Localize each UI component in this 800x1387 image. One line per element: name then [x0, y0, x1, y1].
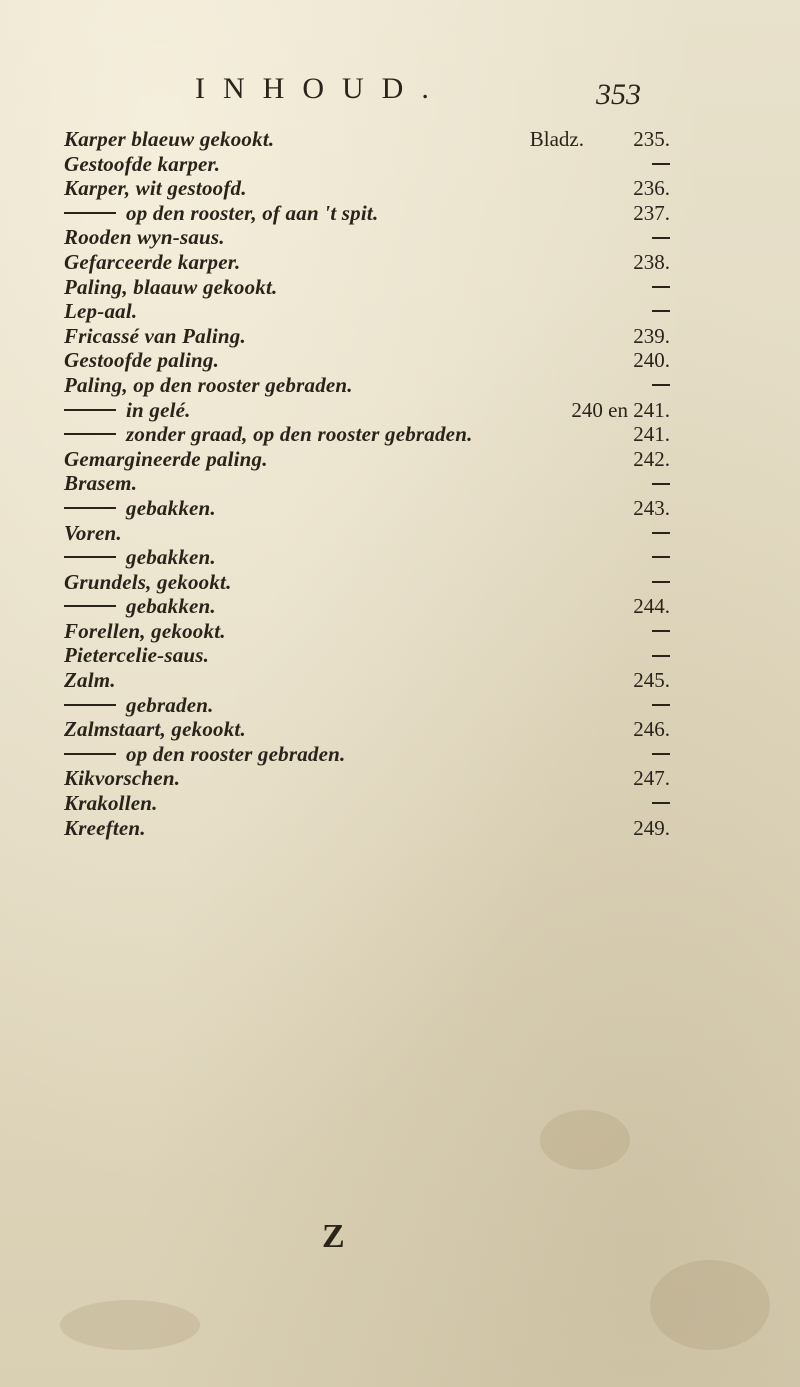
toc-page-ref: 239.: [633, 323, 670, 348]
toc-entry: [64, 570, 232, 595]
repeat-dash: [64, 409, 116, 411]
toc-page-ref: 242.: [633, 446, 670, 471]
ditto-dash: [652, 384, 670, 386]
toc-page-ref: [652, 545, 670, 570]
toc-entry-text: op den rooster gebraden.: [126, 741, 346, 766]
toc-entry-text: gebakken.: [126, 495, 216, 520]
toc-entry: [64, 447, 268, 472]
toc-entry: [64, 422, 473, 447]
toc-page-ref: [652, 570, 670, 595]
toc-row: [64, 619, 664, 644]
toc-entry-text: Pietercelie-saus.: [64, 643, 210, 668]
toc-page-ref: [652, 693, 670, 718]
toc-entry: [64, 594, 216, 619]
toc-page-ref: 244.: [633, 594, 670, 619]
ditto-dash: [652, 556, 670, 558]
toc-row: [64, 422, 670, 447]
toc-entry-text: gebakken.: [126, 594, 216, 619]
toc-entry: [64, 176, 247, 201]
toc-row: [64, 495, 670, 521]
toc-entry: [64, 791, 158, 816]
toc-row: [64, 693, 664, 718]
repeat-dash: [64, 507, 116, 509]
toc-row: [64, 643, 664, 668]
toc-entry-text: Forellen, gekookt.: [64, 618, 226, 643]
toc-page-ref: 238.: [633, 249, 670, 274]
page-number: 353: [596, 78, 641, 111]
toc-entry-text: Kreeften.: [64, 815, 146, 840]
toc-entry: [64, 643, 209, 668]
toc-row: [64, 127, 670, 152]
toc-entry-text: Kikvorschen.: [64, 766, 181, 791]
toc-row: [64, 200, 670, 226]
toc-entry: [64, 127, 274, 152]
toc-row: [64, 717, 670, 742]
toc-entry-text: gebraden.: [126, 692, 214, 717]
toc-entry: [64, 545, 216, 570]
toc-entry: [64, 275, 277, 300]
ditto-dash: [652, 163, 670, 165]
repeat-dash: [64, 212, 116, 214]
toc-entry-text: Karper blaeuw gekookt.: [64, 127, 275, 151]
ditto-dash: [652, 483, 670, 485]
toc-row: [64, 791, 664, 816]
toc-entry: [64, 742, 345, 767]
toc-page-ref: [652, 619, 670, 644]
repeat-dash: [64, 433, 116, 435]
toc-entry-text: zonder graad, op den rooster gebraden.: [126, 422, 473, 447]
toc-entry-text: Karper, wit gestoofd.: [64, 176, 247, 201]
ditto-dash: [652, 310, 670, 312]
toc-page-ref: 235.: [633, 127, 670, 151]
toc-page-ref: [652, 225, 670, 250]
toc-row: [64, 742, 664, 767]
toc-entry-text: Brasem.: [64, 471, 138, 496]
page-header: [0, 72, 800, 122]
toc-row: [64, 249, 670, 275]
toc-entry-text: gebakken.: [126, 545, 216, 570]
running-title: INHOUD.: [195, 72, 447, 105]
toc-page-ref: 246.: [633, 717, 670, 742]
ditto-dash: [652, 532, 670, 534]
toc-page-ref: [652, 299, 670, 324]
repeat-dash: [64, 704, 116, 706]
signature-mark: Z: [322, 1218, 345, 1255]
toc-entry: [64, 299, 137, 324]
toc-entry-text: Fricassé van Paling.: [64, 323, 246, 348]
toc-page-ref: [652, 791, 670, 816]
toc-page-ref: 245.: [633, 668, 670, 693]
ditto-dash: [652, 655, 670, 657]
toc-page-ref: [652, 373, 670, 398]
repeat-dash: [64, 556, 116, 558]
toc-row: [64, 323, 670, 349]
paper-stain: [60, 1300, 200, 1350]
toc-row: [64, 570, 664, 595]
table-of-contents: [64, 127, 670, 840]
toc-row: [64, 545, 664, 570]
ditto-dash: [652, 286, 670, 288]
toc-row: [64, 152, 664, 177]
toc-row: [64, 373, 664, 398]
toc-row: [64, 594, 670, 619]
ditto-dash: [652, 753, 670, 755]
repeat-dash: [64, 605, 116, 607]
toc-row: [64, 815, 670, 841]
toc-entry: [64, 201, 378, 226]
toc-entry-text: Gefarceerde karper.: [64, 249, 241, 274]
ditto-dash: [652, 704, 670, 706]
toc-entry-text: in gelé.: [126, 397, 191, 422]
toc-row: [64, 668, 670, 693]
toc-row: [64, 299, 664, 324]
toc-entry-text: Gestoofde karper.: [64, 151, 221, 176]
toc-row: [64, 275, 664, 300]
toc-page-ref: 240.: [633, 348, 670, 373]
toc-entry: [64, 348, 219, 373]
toc-entry: [64, 766, 180, 791]
toc-page-ref: 243.: [633, 495, 670, 520]
repeat-dash: [64, 753, 116, 755]
toc-page-ref: 249.: [633, 815, 670, 840]
ditto-dash: [652, 581, 670, 583]
bladz-label: Bladz.: [529, 127, 584, 151]
ditto-dash: [652, 237, 670, 239]
toc-row: [64, 521, 664, 546]
toc-entry: [64, 668, 116, 693]
toc-entry: [64, 816, 146, 841]
toc-entry: [64, 225, 225, 250]
toc-entry-text: Rooden wyn-saus.: [64, 225, 225, 250]
toc-entry: [64, 250, 240, 275]
toc-entry-text: Lep-aal.: [64, 299, 138, 324]
toc-row: [64, 176, 670, 201]
toc-entry-text: Paling, op den rooster gebraden.: [64, 372, 353, 397]
toc-row: [64, 766, 670, 791]
toc-entry-text: Gestoofde paling.: [64, 348, 220, 373]
toc-entry: [64, 398, 191, 423]
toc-row: [64, 471, 664, 496]
paper-stain: [540, 1110, 630, 1170]
toc-entry: [64, 324, 246, 349]
toc-page-ref: 236.: [633, 176, 670, 201]
toc-entry: [64, 693, 214, 718]
toc-page-ref: [652, 471, 670, 496]
toc-entry: [64, 152, 220, 177]
toc-page-ref: 241.: [633, 422, 670, 447]
toc-entry-text: Zalm.: [64, 668, 116, 693]
toc-entry: [64, 619, 226, 644]
toc-page-ref: [652, 643, 670, 668]
toc-row: [64, 348, 670, 373]
toc-entry: [64, 717, 246, 742]
toc-row: [64, 225, 664, 250]
toc-page-ref: [652, 521, 670, 546]
toc-page-ref: [652, 152, 670, 177]
toc-page-ref: 247.: [633, 766, 670, 791]
ditto-dash: [652, 802, 670, 804]
toc-entry-text: Gemargineerde paling.: [64, 446, 268, 471]
toc-page-ref: [652, 275, 670, 300]
ditto-dash: [652, 630, 670, 632]
toc-entry: [64, 496, 216, 521]
toc-entry: [64, 471, 137, 496]
toc-entry: [64, 373, 353, 398]
toc-page-ref: [652, 742, 670, 767]
toc-entry-text: Zalmstaart, gekookt.: [64, 717, 246, 742]
toc-entry-text: Voren.: [64, 520, 122, 545]
toc-entry-text: Krakollen.: [64, 791, 158, 816]
toc-entry-text: op den rooster, of aan 't spit.: [126, 200, 379, 225]
toc-row: [64, 397, 670, 423]
toc-row: [64, 446, 670, 472]
toc-entry: [64, 521, 122, 546]
toc-entry-text: Paling, blaauw gekookt.: [64, 274, 278, 299]
paper-stain: [650, 1260, 770, 1350]
toc-page-ref: 237.: [633, 200, 670, 225]
toc-entry-text: Grundels, gekookt.: [64, 569, 232, 594]
toc-page-ref: 240 en 241.: [571, 397, 670, 422]
